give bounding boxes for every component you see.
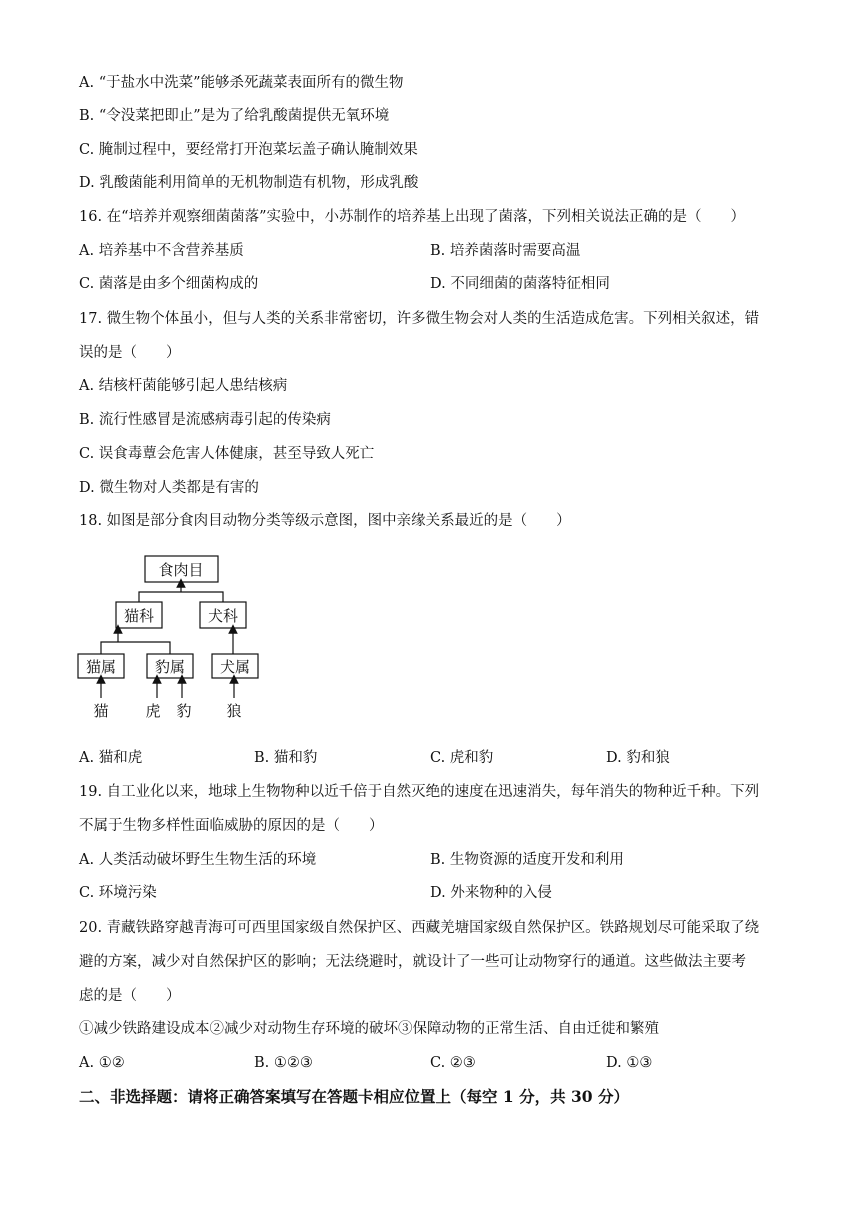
q20-option-c: C. ②③ (430, 1055, 476, 1071)
q15-option-d: D. 乳酸菌能利用简单的无机物制造有机物，形成乳酸 (79, 175, 419, 191)
classification-diagram (72, 548, 272, 724)
q19-option-a: A. 人类活动破坏野生生物生活的环境 (79, 852, 317, 868)
q18-option-b: B. 猫和豹 (254, 750, 318, 766)
q19-option-c: C. 环境污染 (79, 885, 157, 901)
animal-label-wolf: 狼 (226, 702, 242, 720)
animal-label-leopard: 豹 (176, 702, 192, 720)
q17-option-b: B. 流行性感冒是流感病毒引起的传染病 (79, 412, 331, 428)
q20-option-b: B. ①②③ (254, 1055, 313, 1071)
family-connector (139, 592, 223, 602)
q17-option-a: A. 结核杆菌能够引起人患结核病 (79, 378, 288, 394)
q15-option-a: A. “于盐水中洗菜”能够杀死蔬菜表面所有的微生物 (79, 75, 404, 91)
q20-option-d: D. ①③ (606, 1055, 653, 1071)
q19-stem-line2: 不属于生物多样性面临威胁的原因的是（ ） (79, 818, 384, 834)
q16-stem: 16. 在“培养并观察细菌菌落”实验中，小苏制作的培养基上出现了菌落，下列相关说法正确的是（ ） (79, 209, 745, 225)
animal-label-cat: 猫 (93, 702, 109, 720)
q20-stem-line2: 避的方案，减少对自然保护区的影响；无法绕避时，就设计了一些可让动物穿行的通道。这些做法主要考 (79, 954, 746, 970)
q17-stem-line2: 误的是（ ） (79, 345, 181, 361)
q16-option-d: D. 不同细菌的菌落特征相同 (430, 276, 610, 292)
q15-option-c: C. 腌制过程中，要经常打开泡菜坛盖子确认腌制效果 (79, 142, 418, 158)
genus-label-cat: 猫属 (85, 658, 117, 676)
q15-option-b: B. “令没菜把即止”是为了给乳酸菌提供无氧环境 (79, 108, 390, 124)
q19-stem-line1: 19. 自工业化以来，地球上生物物种以近千倍于自然灭绝的速度在迅速消失，每年消失的物种近千种。下列 (79, 784, 760, 800)
q16-option-b: B. 培养菌落时需要高温 (430, 243, 581, 259)
family-label-cat: 猫科 (123, 607, 155, 625)
q20-statements: ①减少铁路建设成本②减少对动物生存环境的破坏③保障动物的正常生活、自由迁徙和繁殖 (79, 1021, 659, 1037)
animal-label-tiger: 虎 (145, 702, 161, 720)
q17-option-c: C. 误食毒蕈会危害人体健康，甚至导致人死亡 (79, 446, 375, 462)
q17-stem-line1: 17. 微生物个体虽小，但与人类的关系非常密切，许多微生物会对人类的生活造成危害。下列相关叙述，错 (79, 311, 760, 327)
genus-connector-cat (101, 642, 170, 654)
q18-option-c: C. 虎和豹 (430, 750, 494, 766)
section-heading: 二、非选择题：请将正确答案填写在答题卡相应位置上（每空 1 分，共 30 分） (79, 1087, 629, 1106)
genus-label-leopard: 豹属 (154, 658, 186, 676)
q18-option-d: D. 豹和狼 (606, 750, 670, 766)
q20-option-a: A. ①② (79, 1055, 125, 1071)
q19-option-d: D. 外来物种的入侵 (430, 885, 552, 901)
genus-label-dog: 犬属 (219, 658, 251, 676)
q17-option-d: D. 微生物对人类都是有害的 (79, 480, 259, 496)
order-label: 食肉目 (158, 561, 204, 579)
q16-option-c: C. 菌落是由多个细菌构成的 (79, 276, 259, 292)
q19-option-b: B. 生物资源的适度开发和利用 (430, 852, 624, 868)
q18-stem: 18. 如图是部分食肉目动物分类等级示意图，图中亲缘关系最近的是（ ） (79, 513, 571, 529)
family-label-dog: 犬科 (207, 607, 239, 625)
q20-stem-line3: 虑的是（ ） (79, 988, 181, 1004)
q18-option-a: A. 猫和虎 (79, 750, 143, 766)
q16-option-a: A. 培养基中不含营养基质 (79, 243, 244, 259)
q20-stem-line1: 20. 青藏铁路穿越青海可可西里国家级自然保护区、西藏羌塘国家级自然保护区。铁路规划尽可能采取了绕 (79, 920, 760, 936)
